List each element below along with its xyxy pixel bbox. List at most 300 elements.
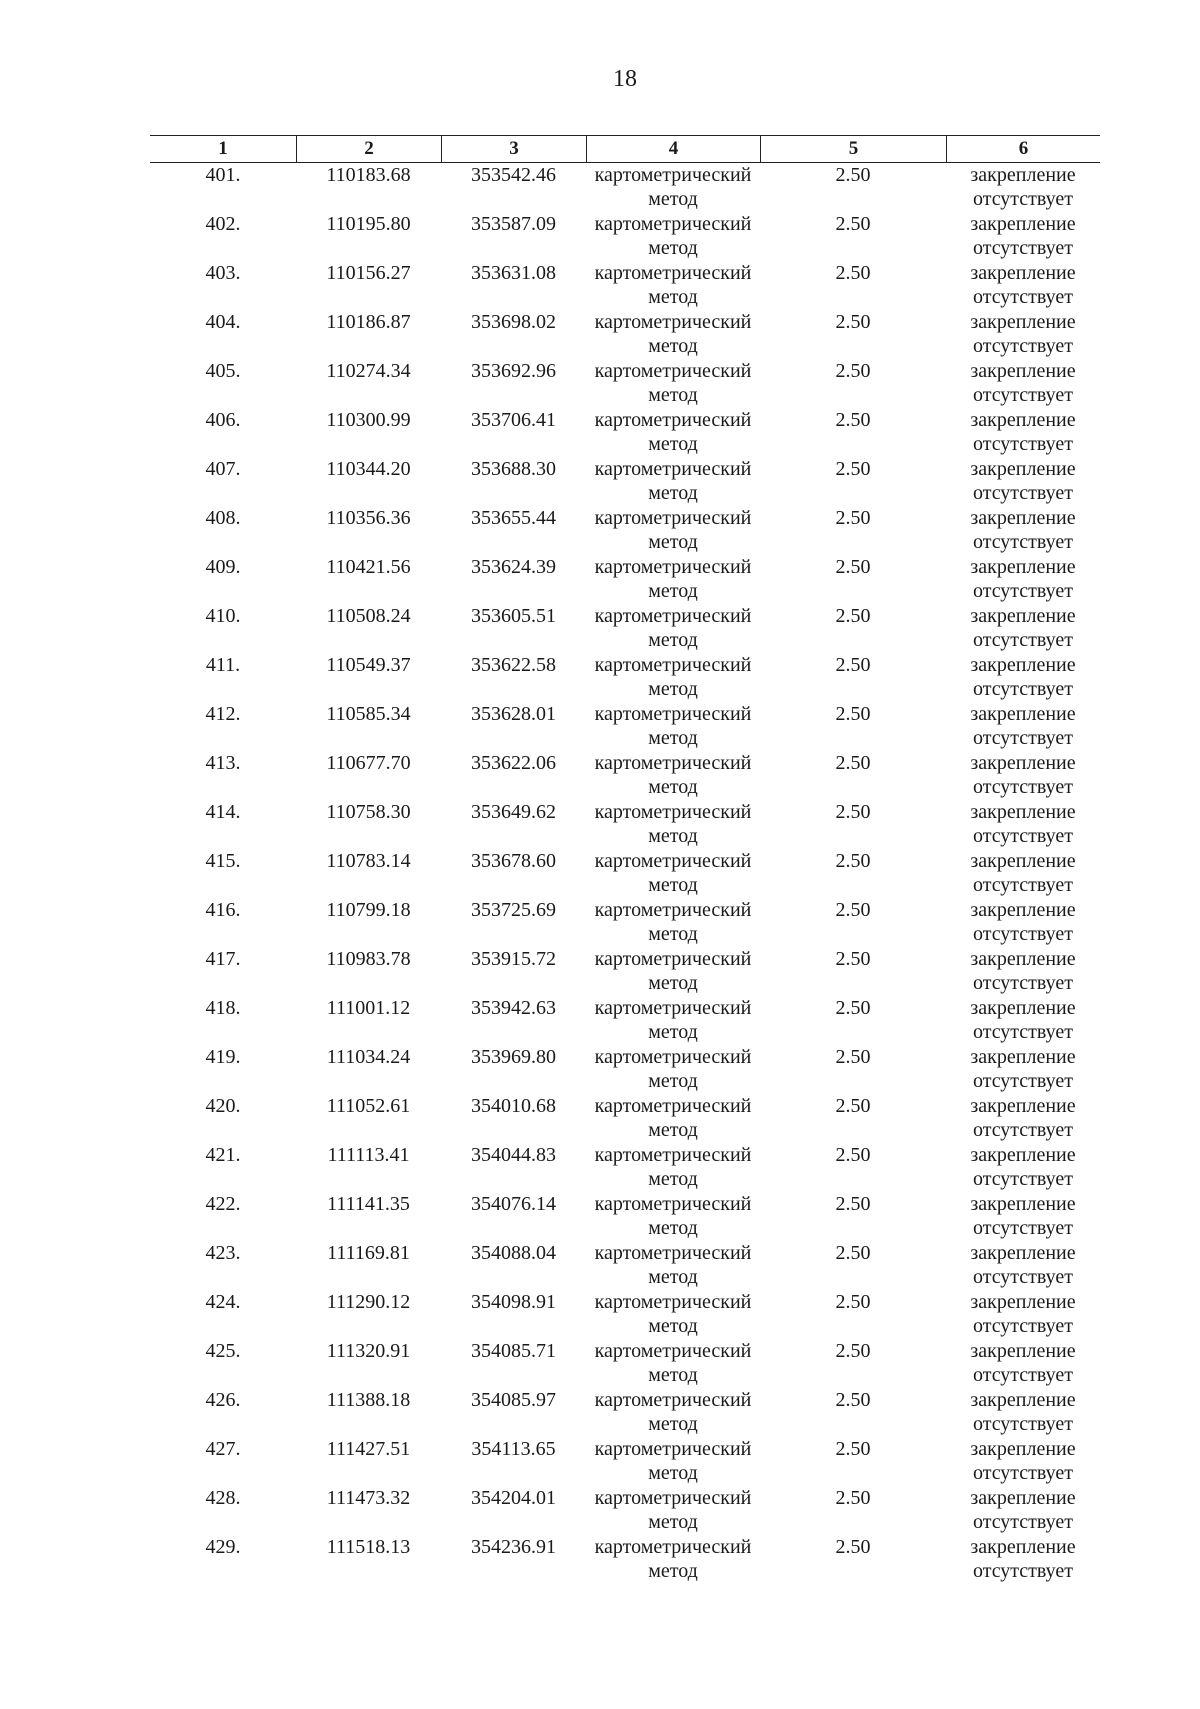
note-line-1: закрепление bbox=[970, 850, 1076, 872]
method-line-2: метод bbox=[648, 923, 698, 945]
table-row bbox=[150, 359, 1100, 408]
method-cell bbox=[586, 800, 760, 848]
note-line-1: закрепление bbox=[970, 311, 1076, 333]
note-line-1: закрепление bbox=[970, 1487, 1076, 1509]
fixing-note-cell bbox=[946, 1143, 1100, 1191]
coordinate-y: 353624.39 bbox=[471, 556, 556, 578]
accuracy-value: 2.50 bbox=[835, 1340, 871, 1362]
note-line-1: закрепление bbox=[970, 752, 1076, 774]
note-line-2: отсутствует bbox=[972, 1266, 1074, 1288]
method-line-2: метод bbox=[648, 1070, 698, 1092]
method-line-1: картометрический bbox=[594, 703, 752, 725]
note-line-1: закрепление bbox=[970, 1095, 1076, 1117]
coordinate-y: 354098.91 bbox=[471, 1291, 556, 1313]
method-cell bbox=[586, 261, 760, 309]
method-line-2: метод bbox=[648, 972, 698, 994]
method-line-1: картометрический bbox=[594, 458, 752, 480]
method-cell bbox=[586, 212, 760, 260]
note-line-1: закрепление bbox=[970, 1193, 1076, 1215]
method-line-2: метод bbox=[648, 1364, 698, 1386]
point-number: 429. bbox=[205, 1536, 241, 1558]
point-number: 409. bbox=[205, 556, 241, 578]
header-col-2: 2 bbox=[296, 136, 441, 162]
fixing-note-cell bbox=[946, 310, 1100, 358]
note-line-1: закрепление bbox=[970, 1389, 1076, 1411]
coordinate-y: 353969.80 bbox=[471, 1046, 556, 1068]
coordinate-x: 111052.61 bbox=[326, 1095, 411, 1117]
method-line-2: метод bbox=[648, 188, 698, 210]
table-row bbox=[150, 1094, 1100, 1143]
coordinate-x: 111113.41 bbox=[327, 1144, 410, 1166]
table-row bbox=[150, 1290, 1100, 1339]
note-line-2: отсутствует bbox=[972, 1315, 1074, 1337]
method-cell bbox=[586, 1486, 760, 1534]
fixing-note-cell bbox=[946, 408, 1100, 456]
point-number: 428. bbox=[205, 1487, 241, 1509]
table-row bbox=[150, 163, 1100, 212]
method-cell bbox=[586, 1094, 760, 1142]
method-line-2: метод bbox=[648, 1119, 698, 1141]
method-line-1: картометрический bbox=[594, 899, 752, 921]
method-line-1: картометрический bbox=[594, 360, 752, 382]
accuracy-value: 2.50 bbox=[835, 1536, 871, 1558]
accuracy-value: 2.50 bbox=[835, 654, 871, 676]
method-line-2: метод bbox=[648, 286, 698, 308]
point-number: 405. bbox=[205, 360, 241, 382]
note-line-1: закрепление bbox=[970, 262, 1076, 284]
coordinate-x: 111001.12 bbox=[326, 997, 411, 1019]
coordinate-x: 111388.18 bbox=[326, 1389, 411, 1411]
method-cell bbox=[586, 1290, 760, 1338]
method-line-2: метод bbox=[648, 482, 698, 504]
header-col-4: 4 bbox=[586, 136, 760, 162]
table-row bbox=[150, 1388, 1100, 1437]
coordinate-x: 110156.27 bbox=[326, 262, 411, 284]
fixing-note-cell bbox=[946, 1290, 1100, 1338]
fixing-note-cell bbox=[946, 1437, 1100, 1485]
method-line-1: картометрический bbox=[594, 1046, 752, 1068]
method-line-1: картометрический bbox=[594, 997, 752, 1019]
method-cell bbox=[586, 555, 760, 603]
table-row bbox=[150, 1241, 1100, 1290]
coordinate-y: 353688.30 bbox=[471, 458, 556, 480]
fixing-note-cell bbox=[946, 1045, 1100, 1093]
table-row bbox=[150, 1045, 1100, 1094]
point-number: 404. bbox=[205, 311, 241, 333]
method-line-2: метод bbox=[648, 1560, 698, 1582]
method-cell bbox=[586, 1535, 760, 1583]
table-row bbox=[150, 1192, 1100, 1241]
accuracy-value: 2.50 bbox=[835, 507, 871, 529]
method-line-1: картометрический bbox=[594, 409, 752, 431]
table-header bbox=[150, 135, 1100, 163]
note-line-2: отсутствует bbox=[972, 1364, 1074, 1386]
point-number: 426. bbox=[205, 1389, 241, 1411]
method-line-2: метод bbox=[648, 384, 698, 406]
method-cell bbox=[586, 1388, 760, 1436]
coordinate-x: 110783.14 bbox=[326, 850, 411, 872]
method-line-1: картометрический bbox=[594, 1291, 752, 1313]
point-number: 422. bbox=[205, 1193, 241, 1215]
coordinate-y: 353628.01 bbox=[471, 703, 556, 725]
accuracy-value: 2.50 bbox=[835, 213, 871, 235]
coordinate-x: 110758.30 bbox=[326, 801, 411, 823]
coordinate-x: 110677.70 bbox=[326, 752, 411, 774]
note-line-1: закрепление bbox=[970, 1536, 1076, 1558]
coordinate-y: 354076.14 bbox=[471, 1193, 556, 1215]
point-number: 421. bbox=[205, 1144, 241, 1166]
coordinate-x: 110186.87 bbox=[326, 311, 411, 333]
note-line-2: отсутствует bbox=[972, 923, 1074, 945]
point-number: 419. bbox=[205, 1046, 241, 1068]
note-line-2: отсутствует bbox=[972, 825, 1074, 847]
accuracy-value: 2.50 bbox=[835, 899, 871, 921]
fixing-note-cell bbox=[946, 457, 1100, 505]
fixing-note-cell bbox=[946, 1094, 1100, 1142]
method-cell bbox=[586, 1437, 760, 1485]
point-number: 423. bbox=[205, 1242, 241, 1264]
point-number: 401. bbox=[205, 164, 241, 186]
table-row bbox=[150, 1339, 1100, 1388]
fixing-note-cell bbox=[946, 163, 1100, 211]
point-number: 424. bbox=[205, 1291, 241, 1313]
note-line-1: закрепление bbox=[970, 1291, 1076, 1313]
coordinate-y: 354085.97 bbox=[471, 1389, 556, 1411]
point-number: 407. bbox=[205, 458, 241, 480]
fixing-note-cell bbox=[946, 1486, 1100, 1534]
method-line-1: картометрический bbox=[594, 262, 752, 284]
table-row bbox=[150, 212, 1100, 261]
fixing-note-cell bbox=[946, 702, 1100, 750]
coordinate-x: 110983.78 bbox=[326, 948, 411, 970]
method-line-1: картометрический bbox=[594, 1438, 752, 1460]
method-line-2: метод bbox=[648, 335, 698, 357]
method-line-1: картометрический bbox=[594, 752, 752, 774]
method-line-1: картометрический bbox=[594, 1242, 752, 1264]
table-row bbox=[150, 408, 1100, 457]
method-line-2: метод bbox=[648, 1217, 698, 1239]
method-line-1: картометрический bbox=[594, 507, 752, 529]
method-cell bbox=[586, 457, 760, 505]
coordinate-y: 353678.60 bbox=[471, 850, 556, 872]
accuracy-value: 2.50 bbox=[835, 1438, 871, 1460]
note-line-2: отсутствует bbox=[972, 1070, 1074, 1092]
fixing-note-cell bbox=[946, 800, 1100, 848]
table-body bbox=[150, 163, 1100, 1584]
header-col-5: 5 bbox=[760, 136, 946, 162]
fixing-note-cell bbox=[946, 1192, 1100, 1240]
note-line-2: отсутствует bbox=[972, 727, 1074, 749]
method-line-1: картометрический bbox=[594, 801, 752, 823]
accuracy-value: 2.50 bbox=[835, 1389, 871, 1411]
point-number: 408. bbox=[205, 507, 241, 529]
note-line-1: закрепление bbox=[970, 1242, 1076, 1264]
note-line-1: закрепление bbox=[970, 899, 1076, 921]
accuracy-value: 2.50 bbox=[835, 1144, 871, 1166]
note-line-2: отсутствует bbox=[972, 482, 1074, 504]
coordinate-y: 353622.06 bbox=[471, 752, 556, 774]
point-number: 414. bbox=[205, 801, 241, 823]
method-line-2: метод bbox=[648, 237, 698, 259]
fixing-note-cell bbox=[946, 996, 1100, 1044]
coordinate-x: 111290.12 bbox=[326, 1291, 411, 1313]
method-cell bbox=[586, 653, 760, 701]
method-line-1: картометрический bbox=[594, 1193, 752, 1215]
coordinate-y: 353706.41 bbox=[471, 409, 556, 431]
fixing-note-cell bbox=[946, 604, 1100, 652]
coordinate-y: 353587.09 bbox=[471, 213, 556, 235]
header-col-3: 3 bbox=[441, 136, 586, 162]
accuracy-value: 2.50 bbox=[835, 1046, 871, 1068]
coordinate-y: 354085.71 bbox=[471, 1340, 556, 1362]
coordinate-x: 110183.68 bbox=[326, 164, 411, 186]
table-row bbox=[150, 310, 1100, 359]
method-line-2: метод bbox=[648, 629, 698, 651]
note-line-1: закрепление bbox=[970, 409, 1076, 431]
method-line-2: метод bbox=[648, 825, 698, 847]
coordinate-x: 110300.99 bbox=[326, 409, 411, 431]
table-row bbox=[150, 506, 1100, 555]
coordinate-x: 111169.81 bbox=[327, 1242, 410, 1264]
method-line-1: картометрический bbox=[594, 556, 752, 578]
table-row bbox=[150, 702, 1100, 751]
note-line-1: закрепление bbox=[970, 654, 1076, 676]
method-line-2: метод bbox=[648, 1315, 698, 1337]
method-cell bbox=[586, 996, 760, 1044]
coordinate-x: 110549.37 bbox=[326, 654, 411, 676]
fixing-note-cell bbox=[946, 359, 1100, 407]
note-line-1: закрепление bbox=[970, 605, 1076, 627]
fixing-note-cell bbox=[946, 947, 1100, 995]
coordinate-y: 353915.72 bbox=[471, 948, 556, 970]
header-col-6: 6 bbox=[946, 136, 1100, 162]
accuracy-value: 2.50 bbox=[835, 1291, 871, 1313]
accuracy-value: 2.50 bbox=[835, 850, 871, 872]
table-row bbox=[150, 1437, 1100, 1486]
method-cell bbox=[586, 506, 760, 554]
coordinate-y: 353698.02 bbox=[471, 311, 556, 333]
point-number: 410. bbox=[205, 605, 241, 627]
coordinate-y: 353942.63 bbox=[471, 997, 556, 1019]
coordinate-y: 353655.44 bbox=[471, 507, 556, 529]
method-line-2: метод bbox=[648, 433, 698, 455]
accuracy-value: 2.50 bbox=[835, 997, 871, 1019]
method-line-1: картометрический bbox=[594, 1095, 752, 1117]
accuracy-value: 2.50 bbox=[835, 801, 871, 823]
coordinate-x: 110585.34 bbox=[326, 703, 411, 725]
fixing-note-cell bbox=[946, 261, 1100, 309]
note-line-1: закрепление bbox=[970, 1438, 1076, 1460]
coordinate-y: 354113.65 bbox=[471, 1438, 556, 1460]
coordinate-x: 111473.32 bbox=[326, 1487, 411, 1509]
point-number: 406. bbox=[205, 409, 241, 431]
fixing-note-cell bbox=[946, 1339, 1100, 1387]
table-row bbox=[150, 555, 1100, 604]
note-line-2: отсутствует bbox=[972, 335, 1074, 357]
point-number: 420. bbox=[205, 1095, 241, 1117]
method-line-2: метод bbox=[648, 531, 698, 553]
method-line-1: картометрический bbox=[594, 605, 752, 627]
coordinate-y: 353631.08 bbox=[471, 262, 556, 284]
table-row bbox=[150, 1535, 1100, 1584]
note-line-1: закрепление bbox=[970, 507, 1076, 529]
point-number: 402. bbox=[205, 213, 241, 235]
method-line-2: метод bbox=[648, 1021, 698, 1043]
coordinate-y: 354236.91 bbox=[471, 1536, 556, 1558]
method-cell bbox=[586, 1339, 760, 1387]
method-line-2: метод bbox=[648, 776, 698, 798]
header-col-1: 1 bbox=[218, 138, 228, 159]
method-cell bbox=[586, 1143, 760, 1191]
coordinate-x: 111141.35 bbox=[327, 1193, 410, 1215]
accuracy-value: 2.50 bbox=[835, 360, 871, 382]
coordinate-y: 354044.83 bbox=[471, 1144, 556, 1166]
accuracy-value: 2.50 bbox=[835, 262, 871, 284]
note-line-2: отсутствует bbox=[972, 972, 1074, 994]
coordinate-x: 110274.34 bbox=[326, 360, 411, 382]
note-line-1: закрепление bbox=[970, 213, 1076, 235]
note-line-2: отсутствует bbox=[972, 1413, 1074, 1435]
fixing-note-cell bbox=[946, 1241, 1100, 1289]
note-line-1: закрепление bbox=[970, 1340, 1076, 1362]
fixing-note-cell bbox=[946, 751, 1100, 799]
coordinate-y: 353605.51 bbox=[471, 605, 556, 627]
fixing-note-cell bbox=[946, 653, 1100, 701]
method-cell bbox=[586, 408, 760, 456]
coordinate-y: 353649.62 bbox=[471, 801, 556, 823]
fixing-note-cell bbox=[946, 506, 1100, 554]
note-line-2: отсутствует bbox=[972, 580, 1074, 602]
method-line-1: картометрический bbox=[594, 213, 752, 235]
coordinate-x: 111034.24 bbox=[326, 1046, 411, 1068]
note-line-2: отсутствует bbox=[972, 1119, 1074, 1141]
note-line-2: отсутствует bbox=[972, 678, 1074, 700]
accuracy-value: 2.50 bbox=[835, 311, 871, 333]
note-line-2: отсутствует bbox=[972, 1021, 1074, 1043]
method-line-2: метод bbox=[648, 678, 698, 700]
note-line-1: закрепление bbox=[970, 948, 1076, 970]
fixing-note-cell bbox=[946, 555, 1100, 603]
page-number: 18 bbox=[613, 66, 637, 92]
accuracy-value: 2.50 bbox=[835, 1242, 871, 1264]
method-cell bbox=[586, 359, 760, 407]
method-cell bbox=[586, 310, 760, 358]
point-number: 418. bbox=[205, 997, 241, 1019]
note-line-2: отсутствует bbox=[972, 433, 1074, 455]
coordinate-x: 111427.51 bbox=[326, 1438, 411, 1460]
table-row bbox=[150, 751, 1100, 800]
accuracy-value: 2.50 bbox=[835, 1095, 871, 1117]
method-line-2: метод bbox=[648, 1266, 698, 1288]
point-number: 411. bbox=[205, 654, 241, 676]
fixing-note-cell bbox=[946, 212, 1100, 260]
note-line-1: закрепление bbox=[970, 703, 1076, 725]
method-line-2: метод bbox=[648, 1413, 698, 1435]
accuracy-value: 2.50 bbox=[835, 1487, 871, 1509]
coordinate-x: 111518.13 bbox=[326, 1536, 411, 1558]
point-number: 427. bbox=[205, 1438, 241, 1460]
method-line-2: метод bbox=[648, 580, 698, 602]
coordinates-table bbox=[150, 135, 1100, 1584]
method-cell bbox=[586, 947, 760, 995]
note-line-1: закрепление bbox=[970, 1046, 1076, 1068]
coordinate-y: 353725.69 bbox=[471, 899, 556, 921]
coordinate-x: 110508.24 bbox=[326, 605, 411, 627]
accuracy-value: 2.50 bbox=[835, 409, 871, 431]
note-line-2: отсутствует bbox=[972, 1511, 1074, 1533]
method-line-1: картометрический bbox=[594, 850, 752, 872]
table-row bbox=[150, 261, 1100, 310]
coordinate-x: 110799.18 bbox=[326, 899, 411, 921]
method-cell bbox=[586, 604, 760, 652]
point-number: 417. bbox=[205, 948, 241, 970]
note-line-1: закрепление bbox=[970, 458, 1076, 480]
coordinate-y: 354088.04 bbox=[471, 1242, 556, 1264]
method-line-1: картометрический bbox=[594, 1487, 752, 1509]
note-line-1: закрепление bbox=[970, 997, 1076, 1019]
note-line-1: закрепление bbox=[970, 556, 1076, 578]
fixing-note-cell bbox=[946, 849, 1100, 897]
note-line-2: отсутствует bbox=[972, 286, 1074, 308]
table-row bbox=[150, 947, 1100, 996]
table-row bbox=[150, 1143, 1100, 1192]
note-line-2: отсутствует bbox=[972, 1462, 1074, 1484]
method-line-1: картометрический bbox=[594, 1340, 752, 1362]
method-line-1: картометрический bbox=[594, 1536, 752, 1558]
coordinate-y: 353542.46 bbox=[471, 164, 556, 186]
method-cell bbox=[586, 702, 760, 750]
table-row bbox=[150, 604, 1100, 653]
method-line-2: метод bbox=[648, 1511, 698, 1533]
point-number: 425. bbox=[205, 1340, 241, 1362]
accuracy-value: 2.50 bbox=[835, 1193, 871, 1215]
table-row bbox=[150, 898, 1100, 947]
coordinate-x: 111320.91 bbox=[326, 1340, 411, 1362]
table-row bbox=[150, 996, 1100, 1045]
note-line-1: закрепление bbox=[970, 164, 1076, 186]
note-line-2: отсутствует bbox=[972, 384, 1074, 406]
method-line-2: метод bbox=[648, 874, 698, 896]
accuracy-value: 2.50 bbox=[835, 752, 871, 774]
accuracy-value: 2.50 bbox=[835, 164, 871, 186]
point-number: 412. bbox=[205, 703, 241, 725]
method-line-1: картометрический bbox=[594, 311, 752, 333]
accuracy-value: 2.50 bbox=[835, 605, 871, 627]
note-line-1: закрепление bbox=[970, 360, 1076, 382]
accuracy-value: 2.50 bbox=[835, 948, 871, 970]
point-number: 416. bbox=[205, 899, 241, 921]
table-row bbox=[150, 800, 1100, 849]
method-cell bbox=[586, 898, 760, 946]
note-line-2: отсутствует bbox=[972, 629, 1074, 651]
method-line-1: картометрический bbox=[594, 948, 752, 970]
note-line-2: отсутствует bbox=[972, 1217, 1074, 1239]
method-cell bbox=[586, 1045, 760, 1093]
method-line-2: метод bbox=[648, 727, 698, 749]
note-line-1: закрепление bbox=[970, 1144, 1076, 1166]
table-row bbox=[150, 653, 1100, 702]
note-line-2: отсутствует bbox=[972, 1560, 1074, 1582]
method-line-1: картометрический bbox=[594, 654, 752, 676]
note-line-2: отсутствует bbox=[972, 531, 1074, 553]
method-line-2: метод bbox=[648, 1168, 698, 1190]
note-line-2: отсутствует bbox=[972, 776, 1074, 798]
coordinate-x: 110356.36 bbox=[326, 507, 411, 529]
fixing-note-cell bbox=[946, 1388, 1100, 1436]
method-line-1: картометрический bbox=[594, 1144, 752, 1166]
method-cell bbox=[586, 163, 760, 211]
coordinate-y: 353692.96 bbox=[471, 360, 556, 382]
